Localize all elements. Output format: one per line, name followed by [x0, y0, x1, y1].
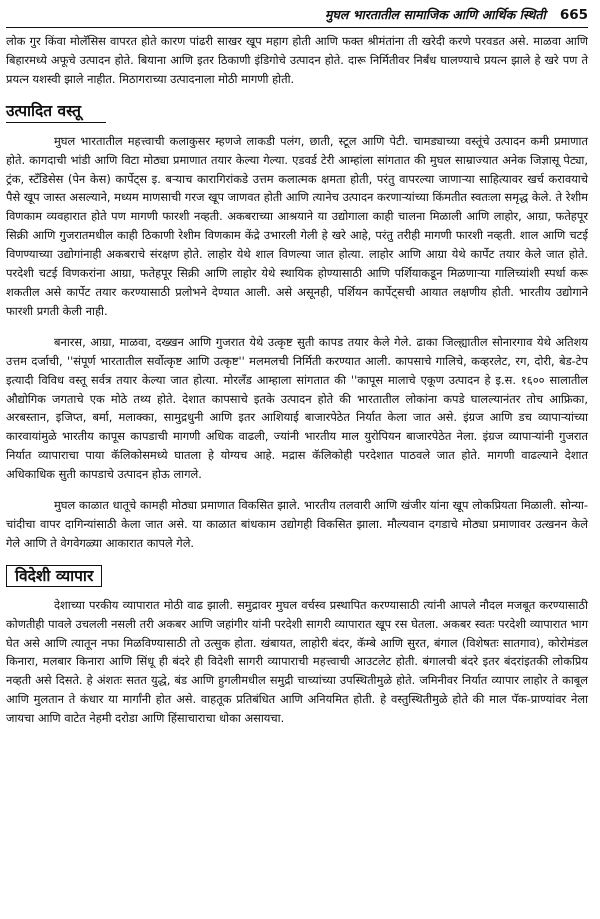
- heading-underline: [6, 122, 106, 123]
- section-heading-text: उत्पादित वस्तू: [6, 101, 81, 120]
- running-title: मुघल भारतातील सामाजिक आणि आर्थिक स्थिती: [325, 7, 546, 22]
- intro-paragraph: लोक गुर किंवा मोलॅसिस वापरत होते कारण पांढरी साखर खूप महाग होती आणि फक्त श्रीमंतांना ती खरेदी करणे परवडत असे. माळवा आणि बिहारमध्ये अफूचे उत्पादन होते. बियाना आणि इतर ठिकाणी इंडिगोचे उत्पादन होते. दारू निर्मितीवर निर्बंध घालण्याचे प्रयत्न झाले हे खरे पण ते प्रयत्न यशस्वी झाले नाहीत. मिठागराच्या उत्पादनाला मोठी मागणी होती.: [6, 34, 588, 86]
- page-number: 665: [559, 7, 588, 23]
- running-header: [6, 6, 588, 24]
- section-heading-text: विदेशी व्यापार: [15, 566, 94, 585]
- section-heading-manufactured-goods: [6, 101, 588, 123]
- header-rule: [6, 27, 588, 28]
- paragraph: बनारस, आग्रा, माळवा, दख्खन आणि गुजरात येथे उत्कृष्ट सुती कापड तयार केले गेले. ढाका जिल्ह्यातील सोनारगाव येथे अतिशय उत्तम दर्जाची, ''संपूर्ण भारतातील सर्वोत्कृष्ट आणि उत्कृष्ट'' मलमलची निर्मिती करण्यात आली. कापसाचे गालिचे, कव्हरलेट, रग, दोरी, बेड-टेप इत्यादी विविध वस्तू सर्वत्र तयार केल्या जात होत्या. मोरलँड आम्हाला सांगतात की ''कापूस मालाचे एकूण उत्पादन हे इ.स. १६०० सालातील औद्योगिक जगताचे एक मोठे तथ्य होते. देशात कापसाचे इतके उत्पादन होते की भारतातील लोकांना कपडे घालल्यानंतर तोच आफ्रिका, अरबस्तान, इजिप्त, बर्मा, मलाक्का, सामुद्रधुनी आणि इतर आशियाई बाजारपेठेत निर्यात केला जात असे. इंग्रज आणि डच व्यापाऱ्यांच्या कारवायांमुळे भारतीय कापूस कापडाची मागणी अधिक वाढली, ज्यांनी भारतीय माल युरोपियन बाजारपेठेत नेला. इंग्रज व्यापाऱ्यांनी गुजरात निर्यात व्यापाराचा पाया कॅलिकोसमध्ये घातला हे योग्यच आहे. मद्रास कॅलिकोही परदेशात पाठवले जात होते. मागणी वाढल्याने देशात अधिकाधिक सुती कापडाचे उत्पादन होऊ लागले.: [6, 334, 588, 482]
- paragraph: मुघल भारतातील महत्त्वाची कलाकुसर म्हणजे लाकडी पलंग, छाती, स्टूल आणि पेटी. चामड्याच्या वस्तूंचे उत्पादन कमी प्रमाणात होते. कागदाची भांडी आणि विटा मोठ्या प्रमाणात तयार केल्या गेल्या. एडवर्ड टेरी आम्हांला सांगतात की मुघल साम्राज्यात अनेक जिज्ञासू पेट्या, ट्रंक, स्टँडिसेस (पेन केस) कार्पेट्स इ. बऱ्याच कारागिरांकडे उत्तम कलात्मक क्षमता होती, परंतु वापरल्या जाणाऱ्या साहित्यावर खर्च करावयाचे पैसे खूप जास्त असल्याने, मध्यम माणसाची गरज खूप जाणवत होती आणि त्यानेच उत्पादन करणाऱ्यांच्या किंमतीत स्वतःला समृद्ध केले. ते रेशीम विणकाम व्यवहारात होते पण मागणी फारशी नव्हती. अकबराच्या आश्रयाने या उद्योगाला काही चालना मिळाली आणि लाहोर, आग्रा, फतेहपूर सिक्री आणि गुजरातमधील काही ठिकाणी रेशीम विणकाम केंद्रे उभारली गेली हे खरे आहे, परंतु तरीही मागणी फारशी नव्हती. शाल आणि चटई विणण्याच्या उद्योगांनाही अकबराचे संरक्षण होते. लाहोर येथे शाल विणल्या जात होत्या. लाहोर आणि आग्रा येथे कार्पेट तयार केले जात होते. परदेशी चटई विणकरांना आग्रा, फतेहपूर सिक्री आणि लाहोर येथे स्थायिक होण्यासाठी आणि पर्शियाकडून मिळणाऱ्या गालिच्यांशी स्पर्धा करू शकतील असे कार्पेट तयार करण्यासाठी प्रलोभने देण्यात आली. असे असूनही, पर्शियन कार्पेट्सची आयात लक्षणीय होती. भारतीय उद्योगाने फारशी प्रगती केली नाही.: [6, 133, 588, 318]
- paragraph: देशाच्या परकीय व्यापारात मोठी वाढ झाली. समुद्रावर मुघल वर्चस्व प्रस्थापित करण्यासाठी त्यांनी आपले नौदल मजबूत करण्यासाठी कोणतीही पावले उचलली नसली तरी अकबर आणि जहांगीर यांनी परदेशी सागरी व्यापारात खूप रस घेतला. अकबर स्वतः परदेशी व्यापारात भाग घेत असे आणि त्यातून नफा मिळविण्यासाठी तो उत्सुक होता. खंबायत, लाहोरी बंदर, कॅम्बे आणि सुरत, बंगाल (विशेषतः सातगाव), कोरोमंडल किनारा, मलबार किनारा आणि सिंधू ही बंदरे ही विदेशी सागरी व्यापाराची महत्त्वाची आउटलेट होती. बंगालची बंदरे इतर बंदरांइतकी लोकप्रिय नव्हती असे दिसते. हे अंशतः सतत युद्धे, बंड आणि हुगलीमधील समुद्री चाच्यांच्या उपस्थितीमुळे होते. जमिनीवर निर्यात व्यापार लाहोर ते काबूल आणि मुलतान ते कंधार या मार्गांनी होत असे. वाहतूक प्रतिबंधित आणि अनियमित होती. हे वस्तुस्थितीमुळे होते की माल पॅक-प्राण्यांवर नेला जायचा आणि वाटेत नेहमी दरोडा आणि हिंसाचाराचा धोका असायचा.: [6, 597, 588, 726]
- section-heading-foreign-trade: [6, 565, 102, 587]
- paragraph: मुघल काळात धातूचे कामही मोठ्या प्रमाणात विकसित झाले. भारतीय तलवारी आणि खंजीर यांना खूप लोकप्रियता मिळाली. सोन्या-चांदीचा वापर दागिन्यांसाठी केला जात असे. या काळात बांधकाम उद्योगही विकसित झाला. मौल्यवान दगडाचे मोठ्या प्रमाणावर उत्खनन केले गेले आणि ते वेगवेगळ्या आकारात कापले गेले.: [6, 498, 588, 550]
